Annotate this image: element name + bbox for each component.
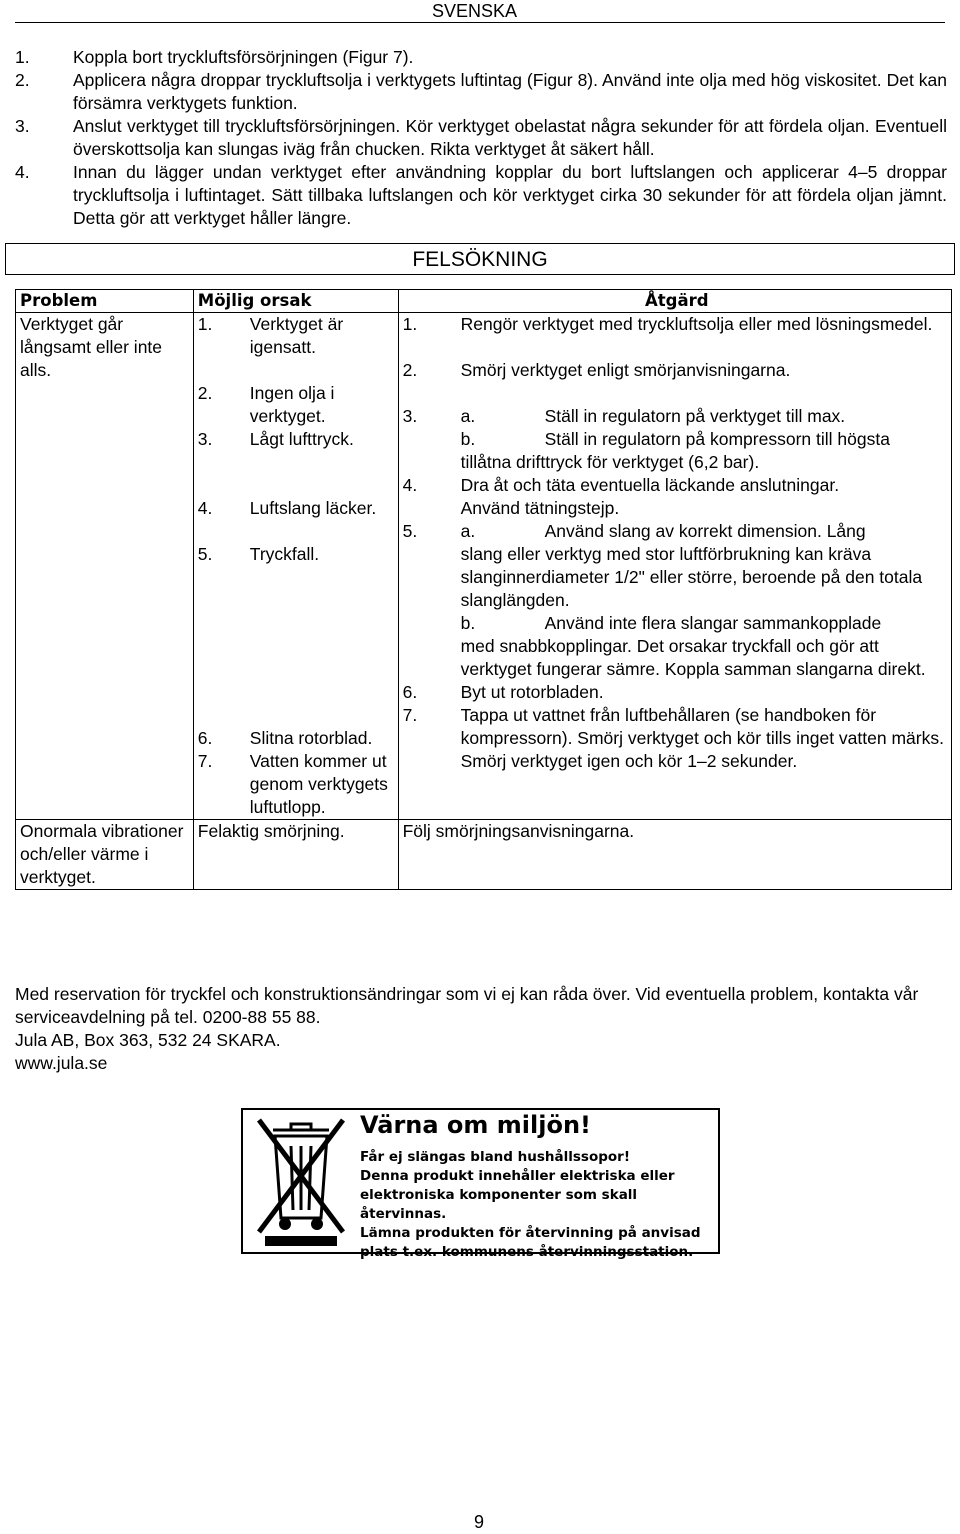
action-number: 6. [402,682,418,702]
environment-line: plats t.ex. kommunens återvinningsstation. [360,1244,694,1260]
cause-item [198,750,398,819]
action-text: Ställ in regulatorn på verktyget till max. [544,406,846,426]
list-item [15,46,947,69]
action-text: slang eller verktyg med stor luftförbrukning kan kräva slanginnerdiameter 1/2" eller större, beroende på den totala slanglängden. [460,544,923,610]
item-number: 3. [15,116,30,136]
troubleshooting-title-box [5,243,955,275]
cause-cell [193,820,398,890]
action-sublabel: a. [460,406,476,426]
troubleshooting-table [15,289,952,890]
table-row [16,313,952,820]
crossed-out-bin-icon [251,1114,351,1250]
cause-number: 1. [197,314,213,334]
action-cell [398,820,951,890]
cause-item [198,543,398,566]
cause-text: Felaktig smörjning. [197,821,345,841]
action-text: Använd inte flera slangar sammankopplade [544,613,882,633]
action-text: Dra åt och täta eventuella läckande anslutningar. [460,475,840,495]
cause-item [198,497,398,520]
cause-text: Tryckfall. [249,544,320,564]
cause-number: 6. [197,728,213,748]
item-number: 4. [15,162,30,182]
action-number: 7. [402,705,418,725]
cause-text: Slitna rotorblad. [249,728,373,748]
footer-website[interactable]: www.jula.se [15,1053,108,1073]
cause-cell [193,313,398,820]
problem-text: Onormala vibrationer och/eller värme i verktyget. [20,821,184,887]
action-sublabel: b. [460,429,476,449]
action-item [403,405,951,428]
item-text: Applicera några droppar tryckluftsolja i verktygets luftintag (Figur 8). Använd inte olja med hög viskositet. Det kan försämra verktygets funktion. [73,70,947,113]
header-divider [15,22,945,23]
cause-item [198,382,398,428]
footer-address: Jula AB, Box 363, 532 24 SKARA. [15,1030,281,1050]
cause-number: 2. [197,383,213,403]
action-sublabel: a. [460,521,476,541]
table-header-row [16,290,952,313]
cause-text: Ingen olja i verktyget. [249,383,335,426]
environment-text [360,1148,718,1262]
environment-notice [241,1108,720,1260]
action-text: Använd tätningstejp. [460,498,620,518]
troubleshooting-title: FELSÖKNING [412,248,548,271]
action-text: Smörj verktyget enligt smörjanvisningarna. [460,360,791,380]
cause-number: 4. [197,498,213,518]
action-text: Använd slang av korrekt dimension. Lång [544,521,866,541]
action-text: Byt ut rotorbladen. [460,682,604,702]
list-item [15,161,947,230]
list-item [15,69,947,115]
action-number: 5. [402,521,418,541]
action-number: 2. [402,360,418,380]
action-item [403,704,951,773]
problem-text: Verktyget går långsamt eller inte alls. [20,314,163,380]
environment-line: Denna produkt innehåller elektriska eller [360,1168,675,1184]
header-problem: Problem [16,290,194,313]
action-number: 4. [402,475,418,495]
problem-cell [16,820,194,890]
cause-item [198,727,398,750]
action-sublabel: b. [460,613,476,633]
problem-cell [16,313,194,820]
action-item [403,428,951,451]
cause-text: Vatten kommer ut genom verktygets luftutlopp. [249,751,388,817]
table-row [16,820,952,890]
environment-line: Lämna produkten för återvinning på anvisad [360,1225,701,1241]
item-number: 2. [15,70,30,90]
footer-contact [15,983,950,1075]
item-text: Innan du lägger undan verktyget efter användning kopplar du bort luftslangen och applicerar 4–5 droppar tryckluftsolja i luftintaget. Sätt tillbaka luftslangen och kör verktyget cirka 30 sekunder för att fördela oljan jämnt. Detta gör att verktyget håller längre. [73,162,947,228]
action-item [403,359,951,382]
action-text: tillåtna drifttryck för verktyget (6,2 bar). [460,452,760,472]
cause-number: 3. [197,429,213,449]
action-item [403,474,951,497]
instruction-list [15,46,947,230]
action-text: Tappa ut vattnet från luftbehållaren (se handboken för kompressorn). Smörj verktyget och kör tills inget vatten märks. Smörj verktyget igen och kör 1–2 sekunder. [460,705,944,771]
item-text: Anslut verktyget till tryckluftsförsörjningen. Kör verktyget obelastat några sekunder för att fördela oljan. Eventuell överskottsolja kan slungas iväg från chucken. Rikta verktyget åt säkert håll. [73,116,947,159]
cause-number: 5. [197,544,213,564]
action-text: Ställ in regulatorn på kompressorn till högsta [544,429,890,449]
action-item [403,612,951,635]
footer-disclaimer: Med reservation för tryckfel och konstruktionsändringar som vi ej kan råda över. Vid eventuella problem, kontakta vår serviceavdelning på tel. 0200-88 55 88. [15,984,919,1027]
action-text: med snabbkopplingar. Det orsakar tryckfall och gör att verktyget fungerar sämre. Koppla samman slangarna direkt. [460,636,926,679]
action-number: 1. [402,314,418,334]
environment-title: Värna om miljön! [360,1111,591,1139]
language-header: SVENSKA [432,1,518,21]
action-number: 3. [402,406,418,426]
header-action: Åtgärd [398,290,951,313]
action-item [403,520,951,543]
cause-item [198,428,398,451]
environment-line: Får ej slängas bland hushållssopor! [360,1149,630,1165]
item-number: 1. [15,47,30,67]
action-item [403,681,951,704]
cause-text: Verktyget är igensatt. [249,314,344,357]
cause-item [198,313,398,359]
page-number: 9 [474,1512,485,1532]
action-text: Följ smörjningsanvisningarna. [402,821,635,841]
environment-line: elektroniska komponenter som skall återvinnas. [360,1187,638,1222]
list-item [15,115,947,161]
cause-number: 7. [197,751,213,771]
item-text: Koppla bort tryckluftsförsörjningen (Figur 7). [73,47,414,67]
action-cell [398,313,951,820]
header-cause: Möjlig orsak [193,290,398,313]
action-text: Rengör verktyget med tryckluftsolja eller med lösningsmedel. [460,314,933,334]
cause-text: Lågt lufttryck. [249,429,354,449]
cause-text: Luftslang läcker. [249,498,377,518]
action-item [403,313,951,336]
